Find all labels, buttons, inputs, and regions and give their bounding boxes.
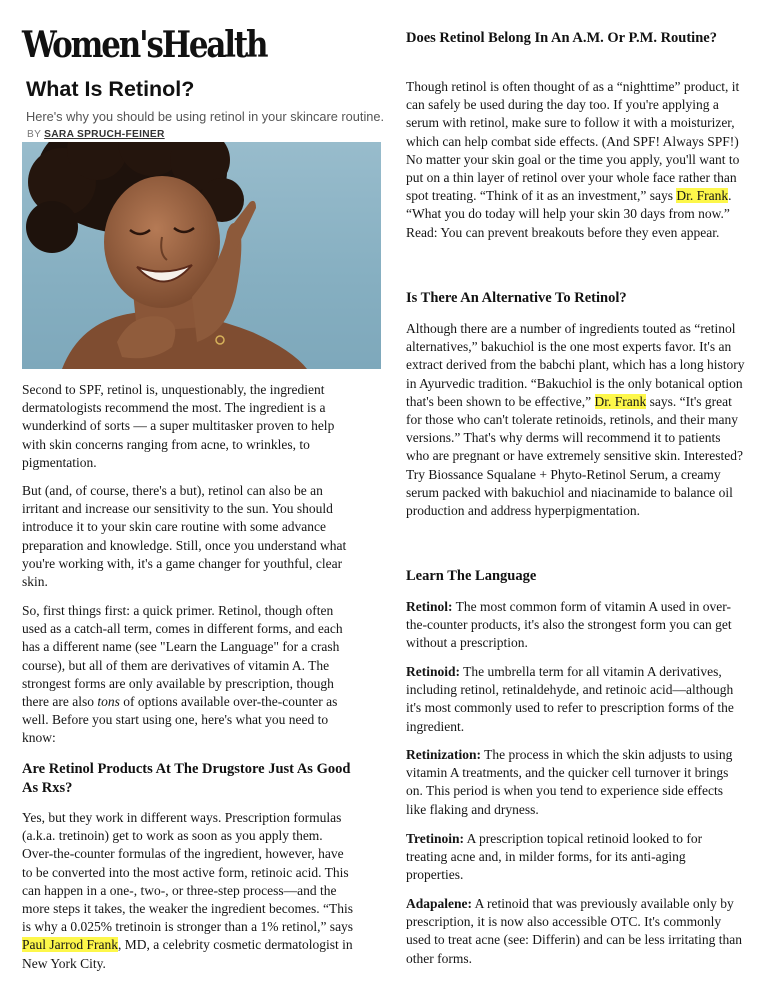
am-pm-heading: Does Retinol Belong In An A.M. Or P.M. Routine? bbox=[406, 30, 717, 46]
am-pm-paragraph bbox=[406, 78, 746, 242]
am-pm-text-a: Though retinol is often thought of as a “nighttime” product, it can safely be used during the day too. If you're applying a serum with retinol, make sure to follow it with a moisturizer, which can help combat side effects. (And SPF! Always SPF!) No matter your skin goal or the time you apply, you'll want to put on a thin layer of retinol over your whole face rather than spot treating. “Think of it as an investment,” says bbox=[406, 79, 740, 204]
alternative-paragraph bbox=[406, 320, 746, 520]
alternative-text-b: says. “It's great for those who can't tolerate retinoids, retinols, and their many versions.” That's why derms will recommend it to patients who are pregnant or have extremely sensitive skin. Interested? Try Biossance Squalane + Phyto-Retinol Serum, a creamy serum packed with bakuchiol and niacinamide to balance oil production and address hyperpigmentation. bbox=[406, 393, 743, 519]
term-retinoid bbox=[406, 663, 746, 736]
term-retinol bbox=[406, 598, 746, 653]
term-label: Retinization: bbox=[406, 747, 481, 762]
intro-paragraph: Second to SPF, retinol is, unquestionably, the ingredient dermatologists recommend the most. The ingredient is a wunderkind of sorts — a super multitasker proven to help with skin concerns ranging from acne, to wrinkles, to pigmentation. bbox=[22, 382, 335, 470]
term-definition: A retinoid that was previously available only by prescription, it is now also accessible OTC. It's commonly used to treat acne (see: Differin) and can be less irritating than other forms. bbox=[406, 896, 742, 966]
primer-emphasis: tons bbox=[97, 694, 120, 710]
drugstore-text-b: , MD, a celebrity cosmetic dermatologist in New York City. bbox=[22, 937, 353, 971]
byline bbox=[27, 128, 165, 141]
primer-text-a: So, first things first: a quick primer. Retinol, though often used as a catch-all term, comes in different forms, and each has a different name (see "Learn the Language" for a crash course), but all of them are derivatives of vitamin A. The strongest forms are only available by prescription, though there are also bbox=[22, 603, 343, 710]
woman-smiling-photo bbox=[22, 142, 381, 369]
irritant-paragraph: But (and, of course, there's a but), retinol can also be an irritant and increase our sensitivity to the sun. You should introduce it to your skin care routine with some advance preparation and knowledge. Still, once you understand what you're working with, it's a game changer for youthful, clear skin. bbox=[22, 483, 347, 590]
highlight-paul-jarrod-frank: Paul Jarrod Frank bbox=[22, 937, 118, 953]
highlight-dr-frank-2: Dr. Frank bbox=[594, 393, 647, 409]
term-label: Retinol: bbox=[406, 599, 453, 614]
term-label: Tretinoin: bbox=[406, 831, 465, 846]
photo-illustration bbox=[22, 142, 381, 369]
drugstore-heading: Are Retinol Products At The Drugstore Just As Good As Rxs? bbox=[22, 761, 351, 796]
term-adapalene bbox=[406, 895, 746, 968]
term-tretinoin bbox=[406, 830, 746, 885]
am-pm-text-b: . “What you do today will help your skin 30 days from now.” Read: You can prevent breakouts before they even appear. bbox=[406, 188, 732, 240]
term-label: Retinoid: bbox=[406, 664, 460, 679]
term-retinization bbox=[406, 746, 746, 819]
alternative-heading: Is There An Alternative To Retinol? bbox=[406, 290, 627, 306]
term-label: Adapalene: bbox=[406, 896, 473, 911]
highlight-dr-frank: Dr. Frank bbox=[676, 188, 729, 204]
learn-language-heading: Learn The Language bbox=[406, 568, 537, 584]
alternative-text-a: Although there are a number of ingredients touted as “retinol alternatives,” bakuchiol is the one most experts favor. It's an extract derived from the babchi plant, which has a long history in Ayurvedic tradition. “Bakuchiol is the only botanical option that's been shown to be effective,” bbox=[406, 321, 745, 409]
article-subtitle: Here's why you should be using retinol in your skincare routine. bbox=[26, 109, 385, 124]
primer-paragraph bbox=[22, 602, 357, 748]
term-definition: The umbrella term for all vitamin A derivatives, including retinol, retinaldehyde, and retinoic acid—although it's most commonly used to refer to prescription forms of the ingredient. bbox=[406, 664, 734, 734]
term-definition: A prescription topical retinoid looked to for treating acne and, in milder forms, for its anti-aging properties. bbox=[406, 831, 703, 883]
article-title: What Is Retinol? bbox=[26, 77, 195, 101]
author-link[interactable]: SARA SPRUCH-FEINER bbox=[44, 129, 165, 140]
byline-prefix: BY bbox=[27, 129, 42, 140]
drugstore-paragraph bbox=[22, 809, 357, 973]
drugstore-text-a: Yes, but they work in different ways. Prescription formulas (a.k.a. tretinoin) get to work as soon as you apply them. Over-the-counter formulas of the ingredient, however, have to be converted into the most active form, retinoic acid. This can happen in a one-, two-, or three-step process—and the more steps it takes, the weaker the ingredient becomes. “This is why a 0.025% tretinoin is stronger than a 1% retinol,” says bbox=[22, 810, 354, 935]
primer-text-b: of options available over-the-counter as well. Before you start using one, here's what you need to know: bbox=[22, 694, 338, 746]
term-definition: The process in which the skin adjusts to using vitamin A treatments, and the quicker cell turnover it brings on. This period is when you tend to experience side effects like flaking and dryness. bbox=[406, 747, 733, 817]
brand-logo[interactable]: Women'sHealth bbox=[22, 24, 267, 66]
term-definition: The most common form of vitamin A used in over-the-counter products, it's also the strongest form you can get without a prescription. bbox=[406, 599, 732, 651]
